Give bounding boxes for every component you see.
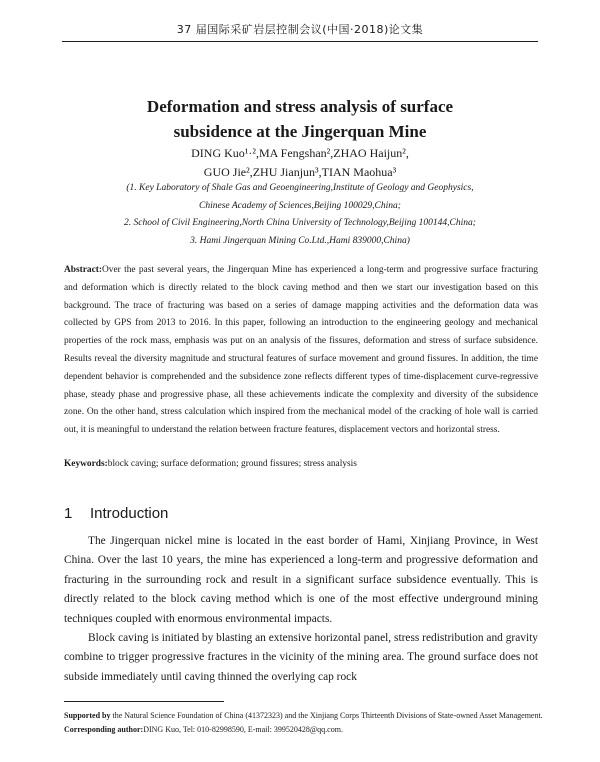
abstract-text: Over the past several years, the Jingerquan Mine has experienced a long-term and progressive surface fracturing and deformation which is directly related to the block caving method and then we start our investigation based on this background. The trace of fracturing was based on a series of damage mapping activities and the deformation data was collected by GPS from 2013 to 2016. In this paper, following an introduction to the engineering geology and mechanical properties of the rock mass, emphasis was put on an analysis of the fissures, deformation and stress of surface subsidence. Results reveal the diversity magnitude and structural features of surface movement and ground fissures. In addition, the time dependent behavior is comprehended and the subsidence zone reflects different types of time-displacement curve-regressive phase, steady phase and progressive phase, all these achievements indicate the complexity and diversity of the subsidence zone. On the other hand, stress calculation which inspired from the mechanical model of the cracking of hole wall is carried out, it is meaningful to understand the relation between fracture features, displacement vectors and horizontal stress. xyxy=(64,265,538,436)
authors-line-1: DING Kuo¹·²,MA Fengshan²,ZHAO Haijun², xyxy=(191,146,409,160)
title-line-2: subsidence at the Jingerquan Mine xyxy=(173,122,427,141)
affiliations xyxy=(0,180,600,250)
body-paragraph: Block caving is initiated by blasting an extensive horizontal panel, stress redistribution and gravity combine to trigger progressive fractures in the vicinity of the mining area. The ground surface does not subside immediately until caving thinned the overlying cap rock xyxy=(64,632,538,683)
authors-line-2: GUO Jie²,ZHU Jianjun³,TIAN Maohua³ xyxy=(203,165,397,179)
keywords xyxy=(64,459,538,469)
footnotes xyxy=(64,709,544,737)
author-list xyxy=(0,144,600,182)
section-heading xyxy=(64,505,168,522)
keywords-label: Keywords: xyxy=(64,459,108,469)
paper-title xyxy=(0,94,600,144)
running-head: 37 届国际采矿岩层控制会议(中国·2018)论文集 xyxy=(176,23,424,36)
corresponding-label: Corresponding author: xyxy=(64,725,144,734)
funding-text: the Natural Science Foundation of China (41372323) and the Xinjiang Corps Thirteenth Divisions of State-owned Asset Management. xyxy=(112,711,543,720)
section-title: Introduction xyxy=(90,505,169,522)
abstract-label: Abstract: xyxy=(64,265,103,275)
affiliation-1-cont: Chinese Academy of Sciences,Beijing 100029,China; xyxy=(199,200,401,211)
header-rule xyxy=(62,41,538,42)
corresponding-note xyxy=(64,723,544,737)
title-line-1: Deformation and stress analysis of surface xyxy=(146,97,454,116)
affiliation-1: (1. Key Laboratory of Shale Gas and Geoengineering,Institute of Geology and Geophysics, xyxy=(126,183,474,193)
body-paragraph: The Jingerquan nickel mine is located in the east border of Hami, Xinjiang Province, in West China. Over the last 10 years, the mine has experienced a long-term and progressive deformation and fracturing in the surrounding rock and result in a significant surface subsidence eventually. This is directly related to the block caving method which is one of the most effective underground mining techniques coupled with enormous environmental impacts. xyxy=(64,535,538,625)
footnote-rule xyxy=(64,701,224,702)
affiliation-3: 3. Hami Jingerquan Mining Co.Ltd.,Hami 839000,China) xyxy=(190,235,410,246)
affiliation-2: 2. School of Civil Engineering,North China University of Technology,Beijing 100144,China; xyxy=(124,218,476,228)
funding-label: Supported by xyxy=(64,711,111,720)
corresponding-text: DING Kuo, Tel: 010-82998590, E-mail: 399520428@qq.com. xyxy=(143,725,343,734)
body-text xyxy=(64,532,538,687)
section-number: 1 xyxy=(64,505,73,522)
funding-note xyxy=(64,709,544,723)
abstract xyxy=(64,262,538,440)
keywords-text: block caving; surface deformation; ground fissures; stress analysis xyxy=(107,459,357,469)
